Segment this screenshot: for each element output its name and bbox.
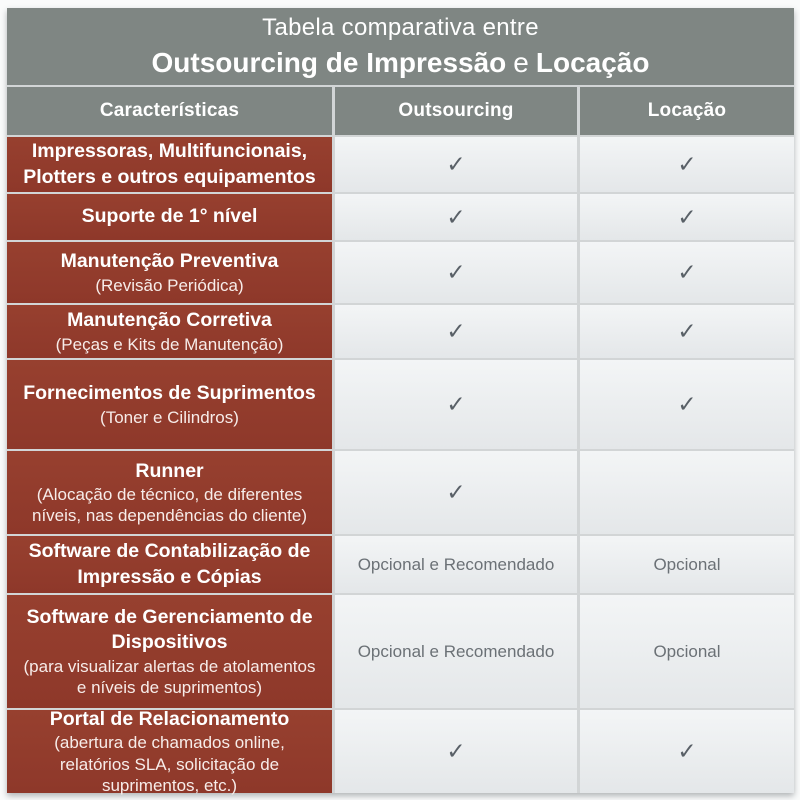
feature-title: Portal de Relacionamento <box>49 707 290 730</box>
feature-title: Suporte de 1° nível <box>81 205 258 228</box>
feature-title: Software de Contabilização de Impressão e Cópias <box>28 540 311 588</box>
outsourcing-value-cell: Opcional e Recomendado <box>335 536 577 593</box>
locacao-value-cell: Opcional <box>580 536 794 593</box>
locacao-value-cell: ✓ <box>580 710 794 793</box>
feature-subtitle: (Peças e Kits de Manutenção) <box>55 334 284 354</box>
table-title <box>7 8 794 85</box>
feature-cell <box>7 451 332 534</box>
column-header-locacao: Locação <box>580 87 794 135</box>
table-title-line1: Tabela comparativa entre <box>262 14 539 41</box>
feature-title: Fornecimentos de Suprimentos <box>23 382 316 405</box>
outsourcing-value-cell: Opcional e Recomendado <box>335 595 577 708</box>
outsourcing-value-cell: ✓ <box>335 710 577 793</box>
locacao-value-cell: ✓ <box>580 360 794 449</box>
feature-cell <box>7 194 332 240</box>
table-title-line2 <box>152 45 650 80</box>
outsourcing-value-cell: ✓ <box>335 242 577 303</box>
locacao-value-cell <box>580 451 794 534</box>
feature-cell <box>7 137 332 192</box>
outsourcing-value-cell: ✓ <box>335 305 577 358</box>
feature-cell <box>7 536 332 593</box>
feature-subtitle: (Toner e Cilindros) <box>100 407 239 427</box>
comparison-table <box>7 8 794 793</box>
feature-title: Software de Gerenciamento de Dispositivos <box>26 605 313 654</box>
feature-cell <box>7 360 332 449</box>
locacao-value-cell: ✓ <box>580 194 794 240</box>
title-term-outsourcing: Outsourcing de Impressão <box>151 47 507 78</box>
feature-cell <box>7 305 332 358</box>
locacao-value-cell: ✓ <box>580 305 794 358</box>
feature-cell <box>7 707 332 795</box>
title-connector: e <box>513 47 529 78</box>
feature-subtitle: (para visualizar alertas de atolamentos e níveis de suprimentos) <box>23 656 316 697</box>
outsourcing-value-cell: ✓ <box>335 137 577 192</box>
feature-cell <box>7 242 332 303</box>
column-header-caracteristicas: Características <box>7 87 332 135</box>
locacao-value-cell: ✓ <box>580 242 794 303</box>
feature-subtitle: (Alocação de técnico, de diferentes níveis, nas dependências do cliente) <box>31 484 307 526</box>
feature-title: Impressoras, Multifuncionais, Plotters e outros equipamentos <box>23 140 316 188</box>
feature-title: Runner <box>135 459 204 482</box>
feature-subtitle: (abertura de chamados online, relatórios SLA, solicitação de suprimentos, etc.) <box>54 733 285 795</box>
locacao-value-cell: Opcional <box>580 595 794 708</box>
outsourcing-value-cell: ✓ <box>335 194 577 240</box>
column-header-outsourcing: Outsourcing <box>335 87 577 135</box>
feature-title: Manutenção Preventiva <box>60 250 279 273</box>
feature-subtitle: (Revisão Periódica) <box>95 275 244 295</box>
feature-title: Manutenção Corretiva <box>67 309 272 332</box>
outsourcing-value-cell: ✓ <box>335 360 577 449</box>
feature-cell <box>7 595 332 708</box>
title-term-locacao: Locação <box>535 47 650 78</box>
outsourcing-value-cell: ✓ <box>335 451 577 534</box>
locacao-value-cell: ✓ <box>580 137 794 192</box>
